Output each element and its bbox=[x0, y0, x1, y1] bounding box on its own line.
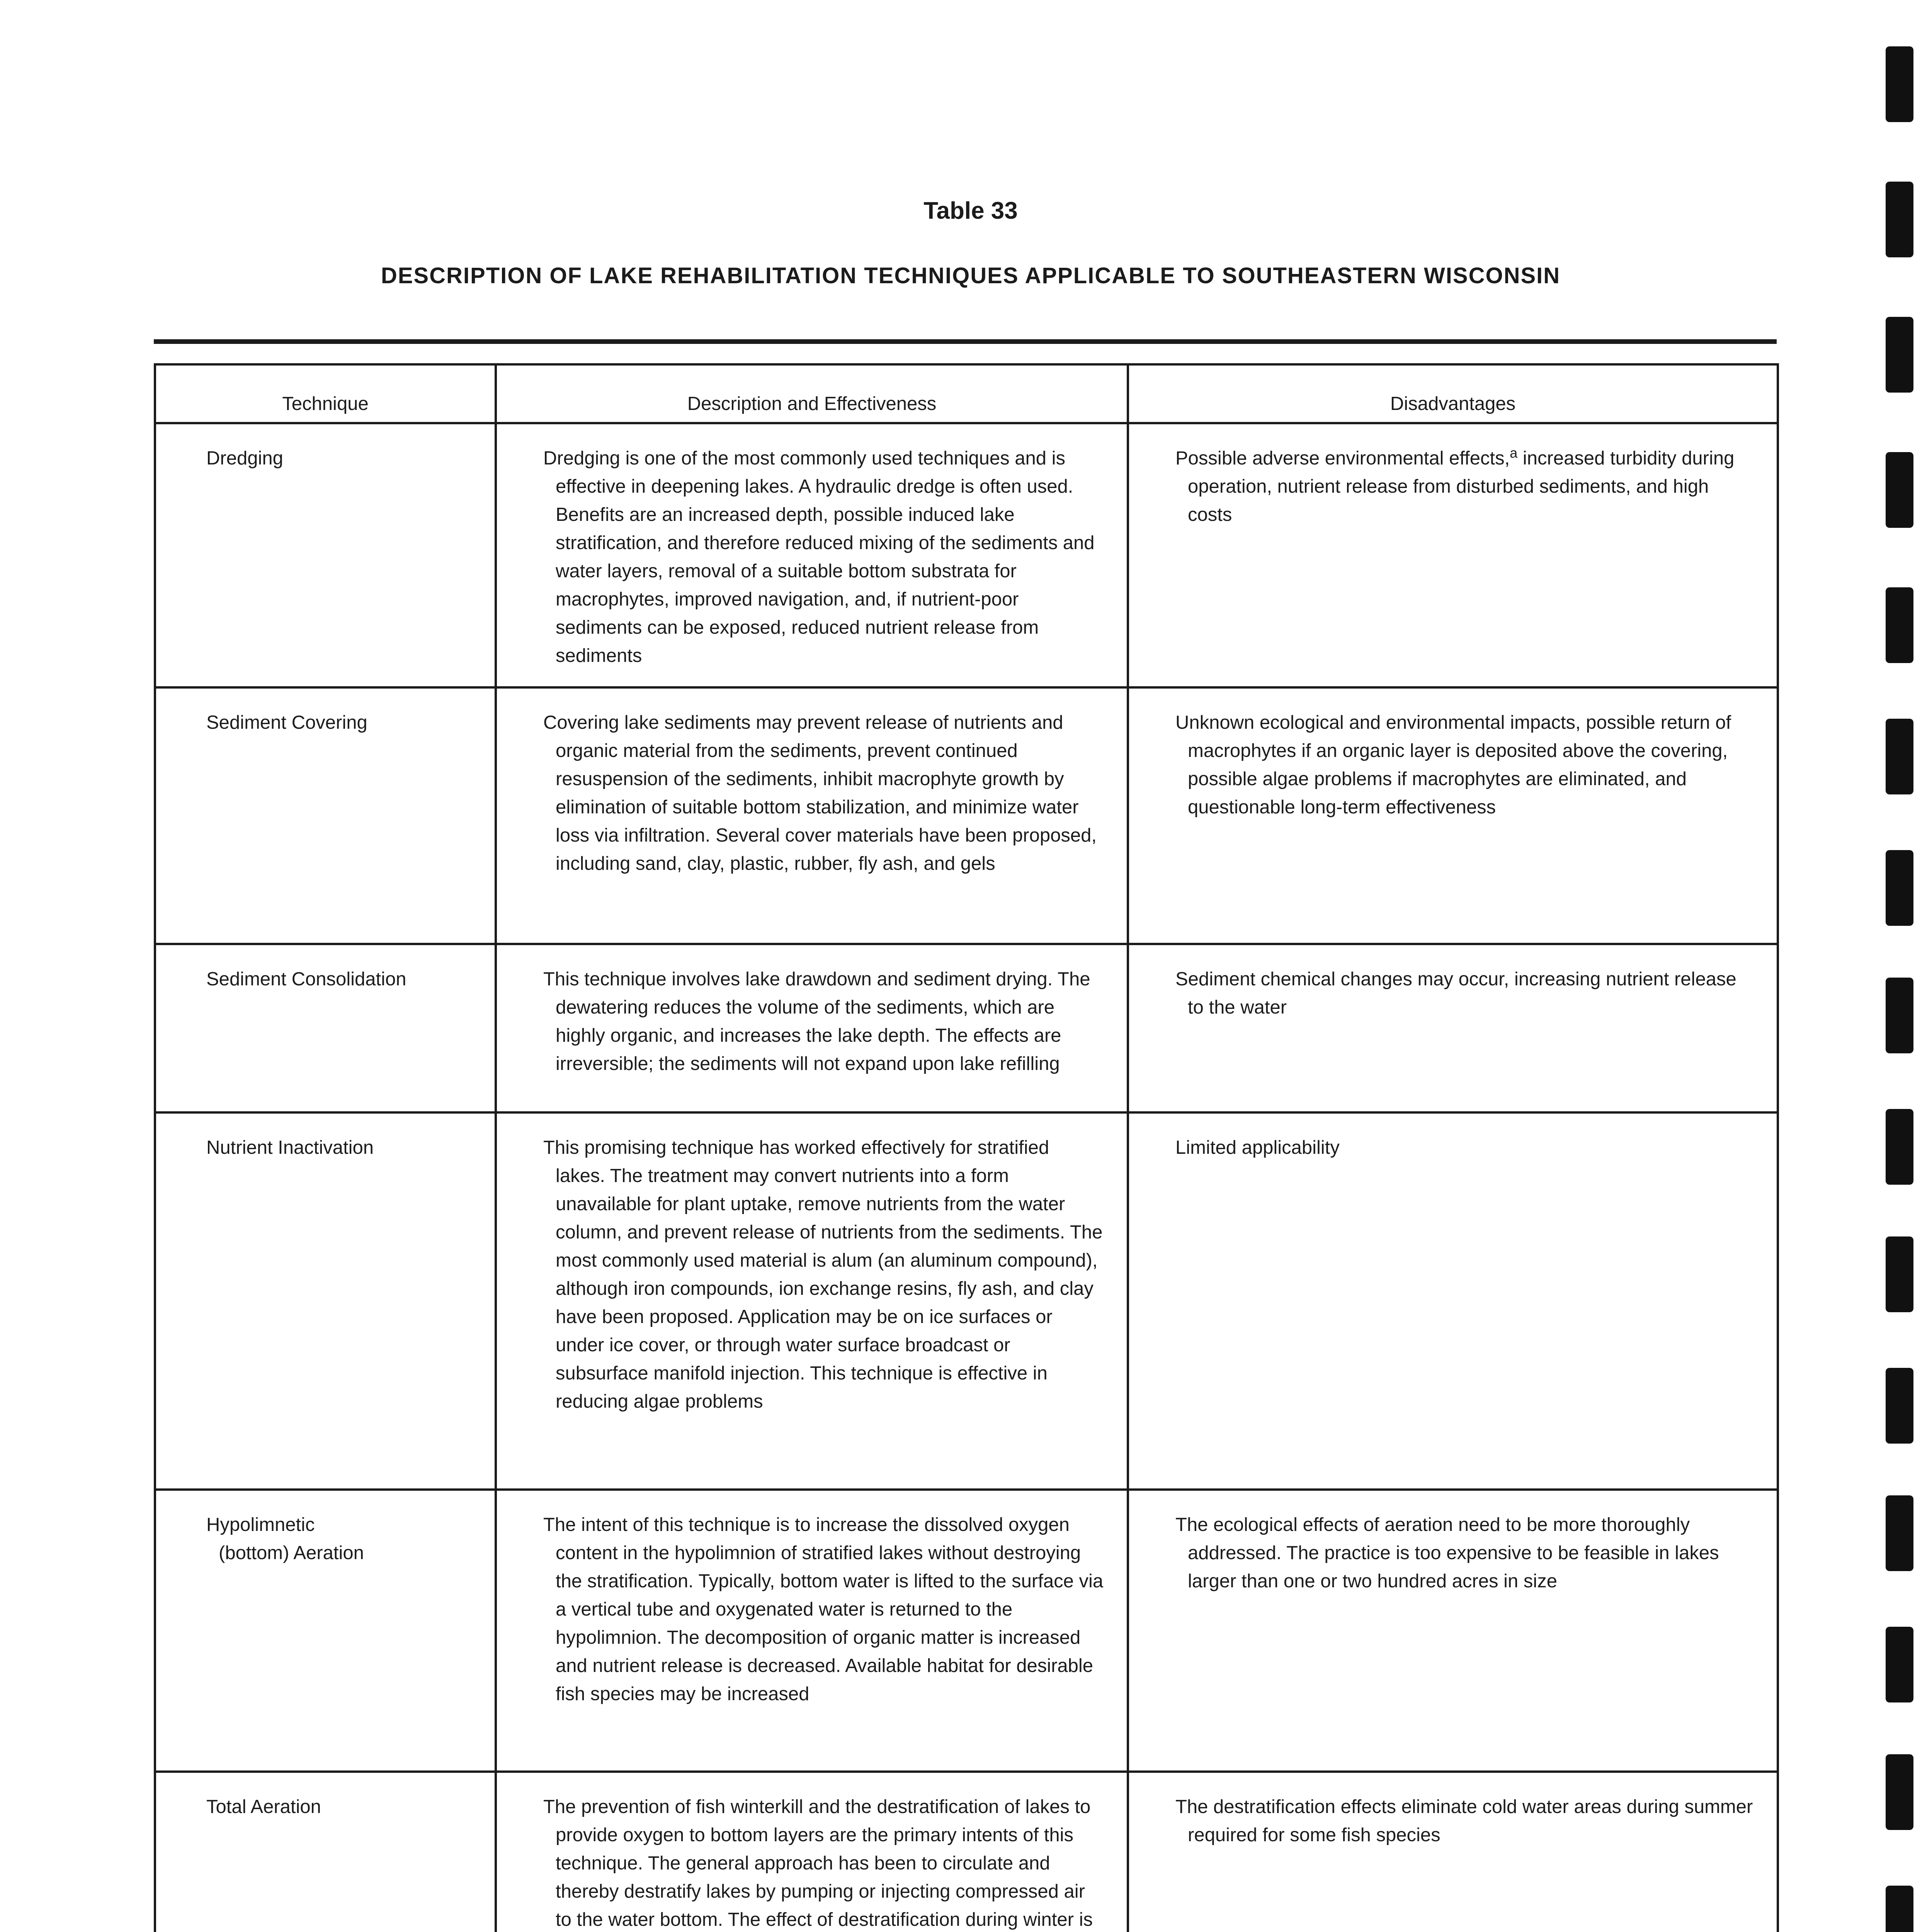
table-row bbox=[155, 423, 1778, 687]
column-header-technique: Technique bbox=[155, 364, 496, 423]
technique-name: Dredging bbox=[206, 448, 283, 469]
disadvantages-text: The destratification effects eliminate cold water areas during summer required for some fish species bbox=[1175, 1796, 1753, 1845]
binding-marks bbox=[1886, 0, 1917, 1932]
disadvantages-text: Sediment chemical changes may occur, increasing nutrient release to the water bbox=[1175, 969, 1736, 1018]
techniques-table bbox=[154, 363, 1779, 1932]
technique-cell bbox=[155, 1490, 496, 1772]
technique-cell bbox=[155, 1112, 496, 1490]
description-text: Dredging is one of the most commonly used techniques and is effective in deepening lakes. A hydraulic dredge is often used. Benefits are an increased depth, possible induced lake stratification, and therefore reduced mixing of the sediments and water layers, removal of a suitable bottom substrata for macrophytes, improved navigation, and, if nutrient-poor sediments can be exposed, reduced nutrient release from sediments bbox=[543, 448, 1095, 666]
description-text: This promising technique has worked effectively for stratified lakes. The treatment may convert nutrients into a form unavailable for plant uptake, remove nutrients from the water column, and prevent release of nutrients from the sediments. The most commonly used material is alum (an aluminum compound), although iron compounds, ion exchange resins, fly ash, and clay have been proposed. Application may be on ice surfaces or under ice cover, or through water surface broadcast or subsurface manifold injection. This technique is effective in reducing algae problems bbox=[543, 1137, 1103, 1412]
binding-mark bbox=[1886, 1368, 1913, 1444]
disadvantages-cell bbox=[1128, 1772, 1778, 1932]
footnote-mark: a bbox=[1510, 445, 1518, 461]
disadvantages-cell bbox=[1128, 1490, 1778, 1772]
technique-cell bbox=[155, 944, 496, 1112]
table-title: DESCRIPTION OF LAKE REHABILITATION TECHNIQUES APPLICABLE TO SOUTHEASTERN WISCONSIN bbox=[381, 263, 1561, 288]
table-row bbox=[155, 687, 1778, 944]
disadvantages-text: Unknown ecological and environmental impacts, possible return of macrophytes if an organic layer is deposited above the covering, possible algae problems if macrophytes are eliminated, and questionable long-term effectiveness bbox=[1175, 712, 1731, 818]
disadvantages-text: The ecological effects of aeration need to be more thoroughly addressed. The practice is too expensive to be feasible in lakes larger than one or two hundred acres in size bbox=[1175, 1514, 1719, 1592]
description-cell bbox=[496, 423, 1128, 687]
technique-name: Sediment Consolidation bbox=[206, 969, 406, 990]
description-text: Covering lake sediments may prevent release of nutrients and organic material from the sediments, prevent continued resuspension of the sediments, inhibit macrophyte growth by elimination of suitable bottom stabilization, and minimize water loss via infiltration. Several cover materials have been proposed, including sand, clay, plastic, rubber, fly ash, and gels bbox=[543, 712, 1097, 874]
description-text: The intent of this technique is to increase the dissolved oxygen content in the hypolimnion of stratified lakes without destroying the stratification. Typically, bottom water is lifted to the surface via a vertical tube and oxygenated water is returned to the hypolimnion. The decomposition of organic matter is increased and nutrient release is decreased. Available habitat for desirable fish species may be increased bbox=[543, 1514, 1104, 1704]
binding-mark bbox=[1886, 452, 1913, 528]
description-cell bbox=[496, 1490, 1128, 1772]
binding-mark bbox=[1886, 1627, 1913, 1702]
binding-mark bbox=[1886, 978, 1913, 1053]
technique-name-line2: (bottom) Aeration bbox=[219, 1543, 364, 1563]
table-row bbox=[155, 1112, 1778, 1490]
binding-mark bbox=[1886, 587, 1913, 663]
table-number: Table 33 bbox=[923, 197, 1018, 224]
description-cell bbox=[496, 1112, 1128, 1490]
technique-name: Sediment Covering bbox=[206, 712, 367, 733]
table-row bbox=[155, 944, 1778, 1112]
disadvantages-cell bbox=[1128, 944, 1778, 1112]
technique-cell bbox=[155, 687, 496, 944]
disadvantages-text-part: increased turbidity during operation, nutrient release from disturbed sediments, and high costs bbox=[1188, 448, 1735, 525]
binding-mark bbox=[1886, 1109, 1913, 1185]
binding-mark bbox=[1886, 1236, 1913, 1312]
technique-name: Hypolimnetic bbox=[206, 1514, 315, 1535]
description-cell bbox=[496, 1772, 1128, 1932]
description-text: This technique involves lake drawdown and sediment drying. The dewatering reduces the volume of the sediments, which are highly organic, and increases the lake depth. The effects are irreversible; the sediments will not expand upon lake refilling bbox=[543, 969, 1090, 1074]
technique-name: Total Aeration bbox=[206, 1796, 321, 1817]
column-header-disadvantages: Disadvantages bbox=[1128, 364, 1778, 423]
binding-mark bbox=[1886, 850, 1913, 926]
table-header-row bbox=[155, 364, 1778, 423]
technique-cell bbox=[155, 423, 496, 687]
technique-cell bbox=[155, 1772, 496, 1932]
binding-mark bbox=[1886, 1886, 1913, 1932]
binding-mark bbox=[1886, 1495, 1913, 1571]
column-header-description: Description and Effectiveness bbox=[496, 364, 1128, 423]
disadvantages-cell bbox=[1128, 1112, 1778, 1490]
table-row bbox=[155, 1772, 1778, 1932]
table-row bbox=[155, 1490, 1778, 1772]
binding-mark bbox=[1886, 719, 1913, 794]
binding-mark bbox=[1886, 46, 1913, 122]
disadvantages-cell bbox=[1128, 423, 1778, 687]
title-rule bbox=[154, 339, 1777, 344]
binding-mark bbox=[1886, 317, 1913, 393]
disadvantages-text-part: Possible adverse environmental effects, bbox=[1175, 448, 1510, 469]
description-cell bbox=[496, 944, 1128, 1112]
technique-name: Nutrient Inactivation bbox=[206, 1137, 374, 1158]
binding-mark bbox=[1886, 182, 1913, 257]
disadvantages-cell bbox=[1128, 687, 1778, 944]
description-text: The prevention of fish winterkill and the destratification of lakes to provide oxygen to bottom layers are the primary intents of this technique. The general approach has been to circulate and thereby destratify lakes by pumping or injecting compressed air to the water bottom. The effect of destratification during winter is bbox=[543, 1796, 1093, 1930]
disadvantages-text bbox=[1175, 444, 1753, 529]
description-cell bbox=[496, 687, 1128, 944]
binding-mark bbox=[1886, 1754, 1913, 1830]
disadvantages-text: Limited applicability bbox=[1175, 1137, 1340, 1158]
